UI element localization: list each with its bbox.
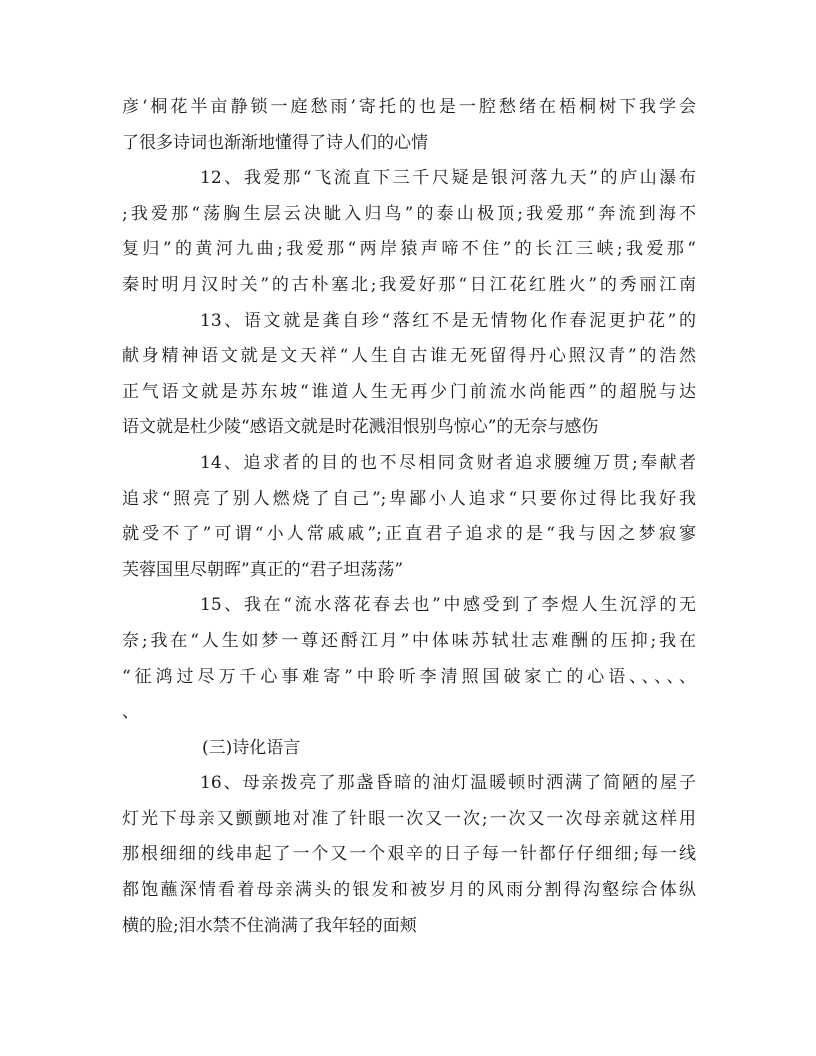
text-line: “征鸿过尽万千心事难寄”中聆听李清照国破家亡的心语、、、、、: [122, 666, 696, 687]
text-line: 横的脸;泪水禁不住淌满了我年轻的面颊: [122, 915, 417, 936]
paragraph-15-start: 15、我在“流水落花春去也”中感受到了李煜人生沉浮的无: [200, 595, 696, 616]
text-line: 秦时明月汉时关”的古朴塞北;我爱好那“日江花红胜火”的秀丽江南: [122, 274, 696, 295]
document-body: [122, 90, 696, 944]
text-line: 追求“照亮了别人燃烧了自己”;卑鄙小人追求“只要你过得比我好我: [122, 488, 696, 509]
paragraph-13-start: 13、语文就是龚自珍“落红不是无情物化作春泥更护花”的: [200, 310, 696, 331]
text-line: 灯光下母亲又颤颤地对准了针眼一次又一次;一次又一次母亲就这样用: [122, 808, 696, 829]
text-line: 语文就是杜少陵“感语文就是时花溅泪恨别鸟惊心”的无奈与感伤: [122, 417, 599, 438]
text-line: ;我爱那“荡胸生层云决眦入归鸟”的泰山极顶;我爱那“奔流到海不: [122, 203, 696, 224]
text-line: 献身精神语文就是文天祥“人生自古谁无死留得丹心照汉青”的浩然: [122, 346, 696, 367]
section-heading: (三)诗化语言: [202, 737, 301, 758]
text-line: 彦‘桐花半亩静锁一庭愁雨’寄托的也是一腔愁绪在梧桐树下我学会: [122, 97, 696, 117]
paragraph-16-start: 16、母亲拨亮了那盏昏暗的油灯温暖顿时洒满了简陋的屋子: [200, 773, 696, 794]
text-line: 复归”的黄河九曲;我爱那“两岸猿声啼不住”的长江三峡;我爱那“: [122, 239, 696, 260]
text-line: 芙蓉国里尽朝晖”真正的“君子坦荡荡”: [122, 559, 404, 580]
text-line: 那根细细的线串起了一个又一个艰辛的日子每一针都仔仔细细;每一线: [122, 844, 696, 865]
text-line: 了很多诗词也渐渐地懂得了诗人们的心情: [122, 132, 428, 153]
text-line: 正气语文就是苏东坡“谁道人生无再少门前流水尚能西”的超脱与达: [122, 381, 696, 402]
paragraph-12-start: 12、我爱那“飞流直下三千尺疑是银河落九天”的庐山瀑布: [200, 168, 696, 189]
text-line: 就受不了”可谓“小人常戚戚”;正直君子追求的是“我与因之梦寂寥: [122, 524, 696, 545]
text-line: 都饱蘸深情看着母亲满头的银发和被岁月的风雨分割得沟壑综合体纵: [122, 880, 696, 901]
paragraph-14-start: 14、追求者的目的也不尽相同贪财者追求腰缠万贯;奉献者: [200, 452, 696, 473]
text-line: 奈;我在“人生如梦一尊还酹江月”中体味苏轼壮志难酬的压抑;我在: [122, 630, 696, 651]
text-line: 、: [122, 702, 139, 723]
